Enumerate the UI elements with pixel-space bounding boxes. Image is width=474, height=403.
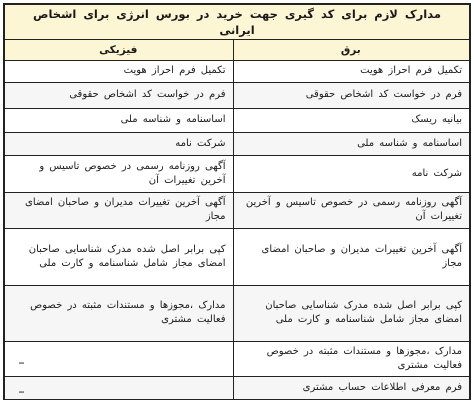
table-cell-electricity: فرم معرفی اطلاعات حساب مشتری bbox=[233, 376, 469, 399]
column-header-physical: فیزیکی bbox=[5, 40, 233, 60]
table-cell-electricity: آگهی روزنامه رسمی در خصوص تاسیس و آخرین تغییرات آن bbox=[233, 192, 469, 228]
table-row bbox=[5, 82, 469, 108]
table-row bbox=[5, 376, 469, 399]
table-cell-physical: اساسنامه و شناسه ملی bbox=[5, 108, 233, 132]
document-title: مدارک لازم برای کد گیری جهت خرید در بورس انرژی برای اشخاص ایرانی bbox=[5, 5, 469, 40]
table-cell-electricity: اساسنامه و شناسه ملی bbox=[233, 132, 469, 155]
column-header-electricity: برق bbox=[233, 40, 469, 60]
table-cell-electricity: تکمیل فرم احراز هویت bbox=[233, 60, 469, 82]
table-cell-physical-empty: _ bbox=[5, 341, 233, 376]
table-row bbox=[5, 341, 469, 376]
table-header-row bbox=[5, 40, 469, 60]
table-row bbox=[5, 228, 469, 285]
table-row bbox=[5, 192, 469, 228]
table-cell-physical: فرم در خواست کد اشخاص حقوقی bbox=[5, 82, 233, 108]
table-cell-physical: تکمیل فرم احراز هویت bbox=[5, 60, 233, 82]
table-cell-physical: مدارک ،مجوزها و مستندات مثبته در خصوص فعالیت مشتری bbox=[5, 285, 233, 341]
table-row bbox=[5, 132, 469, 155]
table-cell-electricity: مدارک ،مجوزها و مستندات مثبته در خصوص فعالیت مشتری bbox=[233, 341, 469, 376]
table-cell-physical: آگهی آخرین تغییرات مدیران و صاحبان امضای مجاز bbox=[5, 192, 233, 228]
table-row bbox=[5, 285, 469, 341]
document-table-container bbox=[3, 3, 471, 400]
table-cell-electricity: بیانیه ریسک bbox=[233, 108, 469, 132]
table-row bbox=[5, 60, 469, 82]
table-cell-physical-empty: _ bbox=[5, 376, 233, 399]
table-cell-electricity: شرکت نامه bbox=[233, 155, 469, 192]
table-cell-electricity: آگهی آخرین تغییرات مدیران و صاحبان امضای مجاز bbox=[233, 228, 469, 285]
table-row bbox=[5, 155, 469, 192]
table-cell-electricity: فرم در خواست کد اشخاص حقوقی bbox=[233, 82, 469, 108]
table-cell-electricity: کپی برابر اصل شده مدرک شناسایی صاحبان امضای مجاز شامل شناسنامه و کارت ملی bbox=[233, 285, 469, 341]
table-row bbox=[5, 108, 469, 132]
requirements-table bbox=[5, 40, 469, 399]
table-cell-physical: کپی برابر اصل شده مدرک شناسایی صاحبان امضای مجاز شامل شناسنامه و کارت ملی bbox=[5, 228, 233, 285]
table-cell-physical: شرکت نامه bbox=[5, 132, 233, 155]
table-cell-physical: آگهی روزنامه رسمی در خصوص تاسیس و آخرین تغییرات آن bbox=[5, 155, 233, 192]
